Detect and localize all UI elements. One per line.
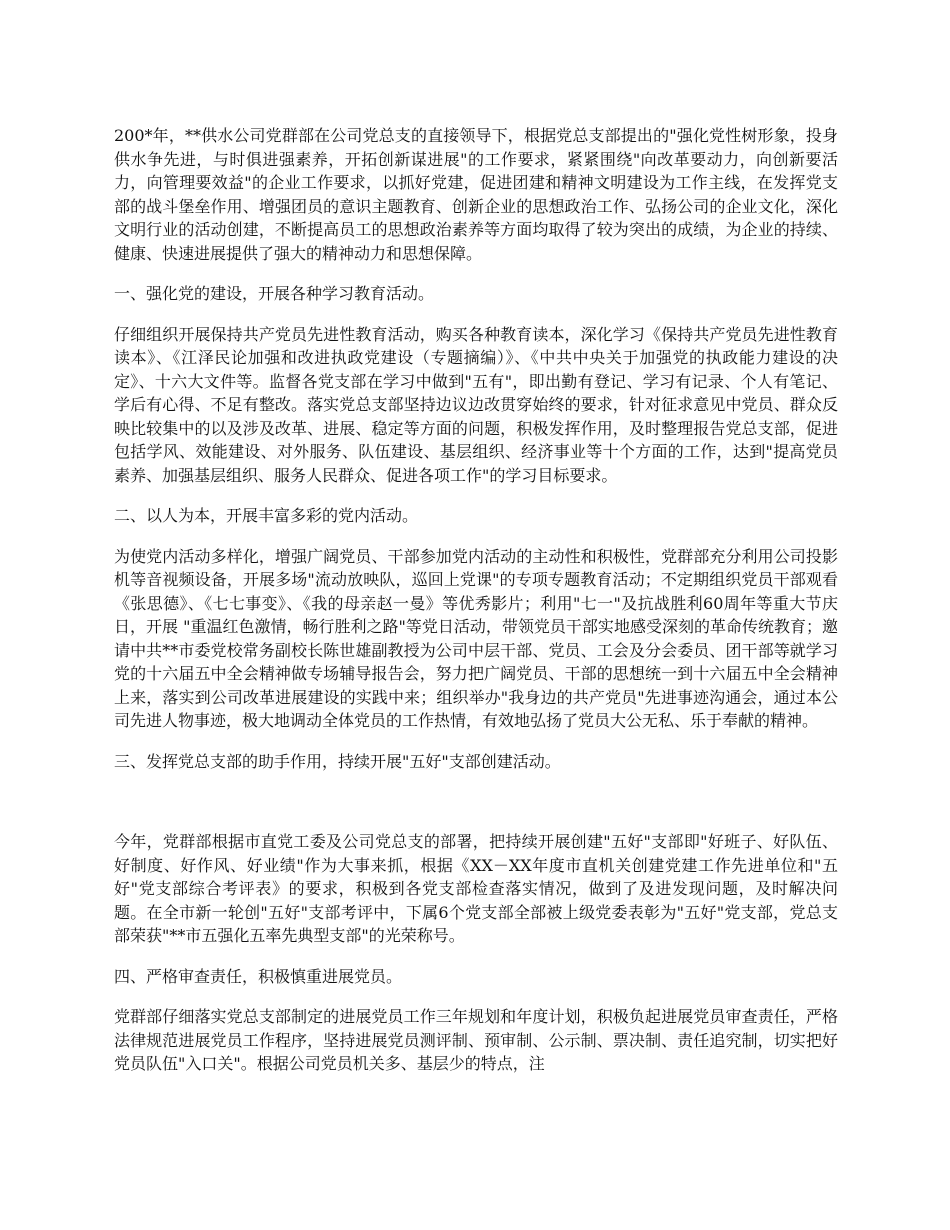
section-2-paragraph: 为使党内活动多样化，增强广阔党员、干部参加党内活动的主动性和积极性，党群部充分利用公司投影机等音视频设备，开展多场"流动放映队，巡回上党课"的专项专题教育活动；不定期组织党员干部观看《张思德》、《七七事变》、《我的母亲赵一曼》等优秀影片；利用"七一"及抗战胜利60周年等重大节庆日，开展 "重温红色激情，畅行胜利之路"等党日活动，带领党员干部实地感受深刻的革命传统教育；邀请中共**市委党校常务副校长陈世雄副教授为公司中层干部、党员、工会及分会委员、团干部等就学习党的十六届五中全会精神做专场辅导报告会，努力把广阔党员、干部的思想统一到十六届五中全会精神上来，落实到公司改革进展建设的实践中来；组织举办"我身边的共产党员"先进事迹沟通会，通过本公司先进人物事迹，极大地调动全体党员的工作热情，有效地弘扬了党员大公无私、乐于奉献的精神。 <box>114 546 838 730</box>
section-1-heading: 一、强化党的建设，开展各种学习教育活动。 <box>114 284 435 303</box>
section-3-paragraph: 今年，党群部根据市直党工委及公司党总支的部署，把持续开展创建"五好"支部即"好班子、好队伍、好制度、好作风、好业绩"作为大事来抓，根据《XX－XX年度市直机关创建党建工作先进单位和"五好"党支部综合考评表》的要求，积极到各党支部检查落实情况，做到了及进发现问题，及时解决问题。在全市新一轮创"五好"支部考评中，下属6个党支部全部被上级党委表彰为"五好"党支部，党总支部荣获"**市五强化五率先典型支部"的光荣称号。 <box>114 832 838 945</box>
section-4-paragraph: 党群部仔细落实党总支部制定的进展党员工作三年规划和年度计划，积极负起进展党员审查责任，严格法律规范进展党员工作程序，坚持进展党员测评制、预审制、公示制、票决制、责任追究制，切实把好党员队伍"入口关"。根据公司党员机关多、基层少的特点，注 <box>114 1007 838 1073</box>
document-page <box>114 124 838 1093</box>
intro-paragraph: 200*年，**供水公司党群部在公司党总支的直接领导下，根据党总支部提出的"强化党性树形象，投身供水争先进，与时俱进强素养，开拓创新谋进展"的工作要求，紧紧围绕"向改革要动力，向创新要活力，向管理要效益"的企业工作要求，以抓好党建，促进团建和精神文明建设为工作主线，在发挥党支部的战斗堡垒作用、增强团员的意识主题教育、创新企业的思想政治工作、弘扬公司的企业文化，深化文明行业的活动创建，不断提高员工的思想政治素养等方面均取得了较为突出的成绩，为企业的持续、健康、快速进展提供了强大的精神动力和思想保障。 <box>114 126 838 263</box>
section-4-heading: 四、严格审查责任，积极慎重进展党员。 <box>114 966 403 986</box>
section-1-paragraph: 仔细组织开展保持共产党员先进性教育活动，购买各种教育读本，深化学习《保持共产党员先进性教育读本》、《江泽民论加强和改进执政党建设（专题摘编）》、《中共中央关于加强党的执政能力建设的决定》、十六大文件等。监督各党支部在学习中做到"五有"，即出勤有登记、学习有记录、个人有笔记、学后有心得、不足有整改。落实党总支部坚持边议边改贯穿始终的要求，针对征求意见中党员、群众反映比较集中的以及涉及改革、进展、稳定等方面的问题，积极发挥作用，及时整理报告党总支部，促进包括学风、效能建设、对外服务、队伍建设、基层组织、经济事业等十个方面的工作，达到"提高党员素养、加强基层组织、服务人民群众、促进各项工作"的学习目标要求。 <box>114 324 838 485</box>
section-3-heading: 三、发挥党总支部的助手作用，持续开展"五好"支部创建活动。 <box>114 751 561 771</box>
section-2-heading: 二、以人为本，开展丰富多彩的党内活动。 <box>114 506 419 525</box>
section-gap <box>114 790 838 830</box>
